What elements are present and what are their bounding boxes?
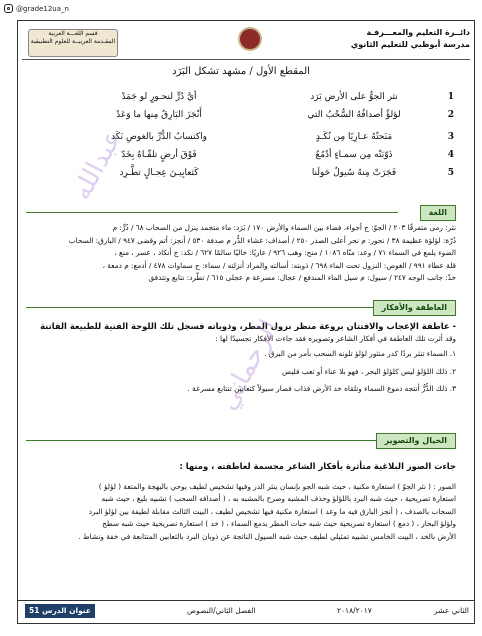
verse-first-hemistich: نثر الجوُّ على الأرض بَرَد: [310, 92, 398, 102]
emotion-tab: العاطفة والأفكار: [373, 300, 456, 316]
imagery-line: الأرض بالخد ، البيت الخامس تشبيه تمثيلي لطيف حيث شبه السيول الناتجة عن ذوبان البرد بالثعابين المتتابعة في خفة ونشاط .: [78, 531, 456, 541]
instagram-icon: [4, 4, 13, 13]
verse-first-hemistich: مَنَحتْهُ عـارِيًا مِن نُكَـدٍ: [315, 132, 393, 142]
imagery-line: استعارة تصريحية ، حيث شبه البرد باللؤلؤ وحذف المشبه وصرح بالمشبه به ، ( أصدافه السحب ) تشبيه بليغ ، حيث شبه: [101, 494, 456, 503]
verse-number: 1: [447, 92, 454, 102]
emotion-line: وقد أثرت تلك العاطفة في أفكار الشاعر وتصويره فقد جاءت الأفكار تجسيدًا لها :: [215, 333, 456, 343]
year-label: ٢٠١٨/٢٠١٧: [337, 606, 372, 615]
vocab-tab: اللغة: [420, 205, 456, 221]
verse-first-hemistich: لؤلؤٌ أصدافُهُ السُّحْبُ التي: [307, 110, 401, 120]
verse-number: 4: [447, 150, 454, 160]
emblem-icon: [238, 27, 262, 51]
vocab-line: نثر: رمى متفرقًا ٢٠٣ / الجوّ: ج أجواء، فضاء بين السماء والأرض ١٧٠ / بَرَد: ماء متجمد ينزل من السحاب ٦٨ / دُرٍّ: م: [112, 223, 456, 232]
grade-label: الثاني عشر: [434, 606, 469, 615]
emotion-line: ١. السماء تنثر بردًا كدر منثور لؤلؤ تلونه السحب بأمر من البرق .: [264, 349, 456, 358]
imagery-line: الصور : ( نثر الجوّ ) استعارة مكنية ، حيث شبه الجو بإنسان ينثر الدر وفيها تشخيص لطيف يوحي بالبهجة والمتعة ( لؤلؤ ): [98, 481, 456, 491]
emotion-line: ٣. ذلك الدُّرُّ أنتجه دموع السماء وتلقاه خد الأرض فذاب فصار سيولاً كثعابين تتتابع مسرعة .: [187, 384, 456, 393]
divider: [26, 307, 398, 308]
signature-watermark: عبدالله: [66, 124, 129, 206]
verse-second-hemistich: واكتسابُ الدُّرِّ بالغوصِ نَكَد: [110, 132, 208, 142]
poem-row: [24, 110, 454, 124]
handle: [4, 4, 69, 13]
verse-first-hemistich: فَجَرَتْ مِنهُ سُيولٌ حَولَنا: [311, 168, 397, 178]
vocab-line: الضوء يلمع في السماء ٧١ / وعد: منّاه ١٠٨٦ / منح: وهب ٩٢٦ / عاريًا: خاليًا سالمًا ٦٢٧ / نكد: ج أنكاد ، عسر ، منع ،: [114, 248, 456, 257]
header-left: [28, 29, 118, 57]
vocab-line: قلة عطاء ٩٩١ / الغوص: النزول تحت الماء ٦٩٨ / ذوبته: أسالته والمراد أنزلته / سماء: ج سماوات ٤٧٨ / أدمع: م دمعة ،: [102, 260, 456, 270]
vocab-line: خدّ: جانب الوجه ٢٤٧ / سيول: م سيل الماء المندفع / عجال: مسرعة م عجلى ٦١٥ / تطّرد: تتابع وتتدفق: [148, 273, 456, 282]
header-school: مدرسة أبوظبي للتعليم الثانوي: [350, 40, 470, 49]
header-right: [351, 27, 470, 51]
verse-number: 2: [447, 110, 454, 120]
verse-number: 5: [447, 168, 454, 178]
verse-number: 3: [447, 132, 454, 142]
imagery-line: السحاب بالصدف ، ( أنجز البارق فيه ما وعد ) استعارة مكنية فيها تشخيص لطيف ، البيت الثالث مقابلة لطيفة بين لؤلؤ البرد: [88, 506, 456, 516]
emotion-line: ٢. ذلك اللؤلؤ ليس كلؤلؤ البحر ، فهو بلا عناء أو تعب فليس: [282, 366, 456, 376]
footer: [17, 600, 475, 621]
imagery-tab: الخيال والتصوير: [376, 433, 456, 449]
header: [22, 25, 470, 60]
verse-second-hemistich: فَوْقَ أرضٍ تلقّـاهُ بِخَدّ: [121, 150, 197, 160]
vocab-line: دُرّة: لؤلؤة عظيمة ٣٨ / نحور: م نحر أعلى الصدر ٢٥٠ / أصداف: غشاء الدُّر م صدفة ٥٣٠ / أنجز: أتم وقضى ٩٤٧ / البارق: السحاب: [68, 235, 456, 245]
poem-row: [24, 132, 454, 146]
imagery-block: [28, 460, 456, 543]
imagery-line: ولؤلؤ البحار ، ( دمع ) استعارة تصريحية حيث شبه حبات المطر بدمع السماء ، ( خد ) استعارة تصريحية حيث شبه سطح: [102, 519, 456, 528]
emotion-header: [26, 300, 456, 314]
verse-second-hemistich: كَثعابِيـنَ عِجـالٍ تطَّـرِد: [119, 168, 199, 178]
header-dept: دائــرة التعليم والمعـــرفـة: [366, 28, 470, 37]
emotion-lead: - عاطفة الإعجاب والافتتان بروعة منظر نزول المطر، وذوبانه فسجل تلك اللوحة الفنية للطبيعة الفاتنة: [40, 321, 456, 331]
verse-second-hemistich: أَنْجَزَ البَارِقُ مِنها ما وَعَدْ: [116, 110, 202, 120]
divider: [26, 440, 398, 441]
imagery-header: [26, 433, 456, 447]
imagery-lead: جاءت الصور البلاغية متأثرة بأفكار الشاعر مجسمة لعاطفته ، ومنها :: [179, 461, 456, 471]
poem-row: [24, 92, 454, 106]
vocab-header: [26, 205, 456, 219]
vocab-block: [28, 222, 456, 285]
lesson-box: عنوان الدرس 51: [25, 604, 95, 618]
verse-first-hemistich: ذَوّبَتْه مِن سمـاءٍ أدْمُعٌ: [315, 150, 393, 160]
section-title: المقطع الأول / مشهد تشكل البَرَد: [172, 66, 310, 77]
header-subject: قسم اللغـــة العربية: [48, 30, 98, 37]
verse-second-hemistich: أيَّ دُرٍّ لنحـورٍ لو جَمَدْ: [121, 92, 197, 102]
handle-text: @grade12ua_n: [16, 4, 69, 13]
divider: [26, 212, 398, 213]
signature-watermark: الرحماني: [212, 314, 285, 416]
term-label: الفصل الثاني/النصوص: [187, 606, 256, 615]
header-institute: المقـدمة العربيــة للعلوم التطبيقية: [30, 38, 116, 45]
